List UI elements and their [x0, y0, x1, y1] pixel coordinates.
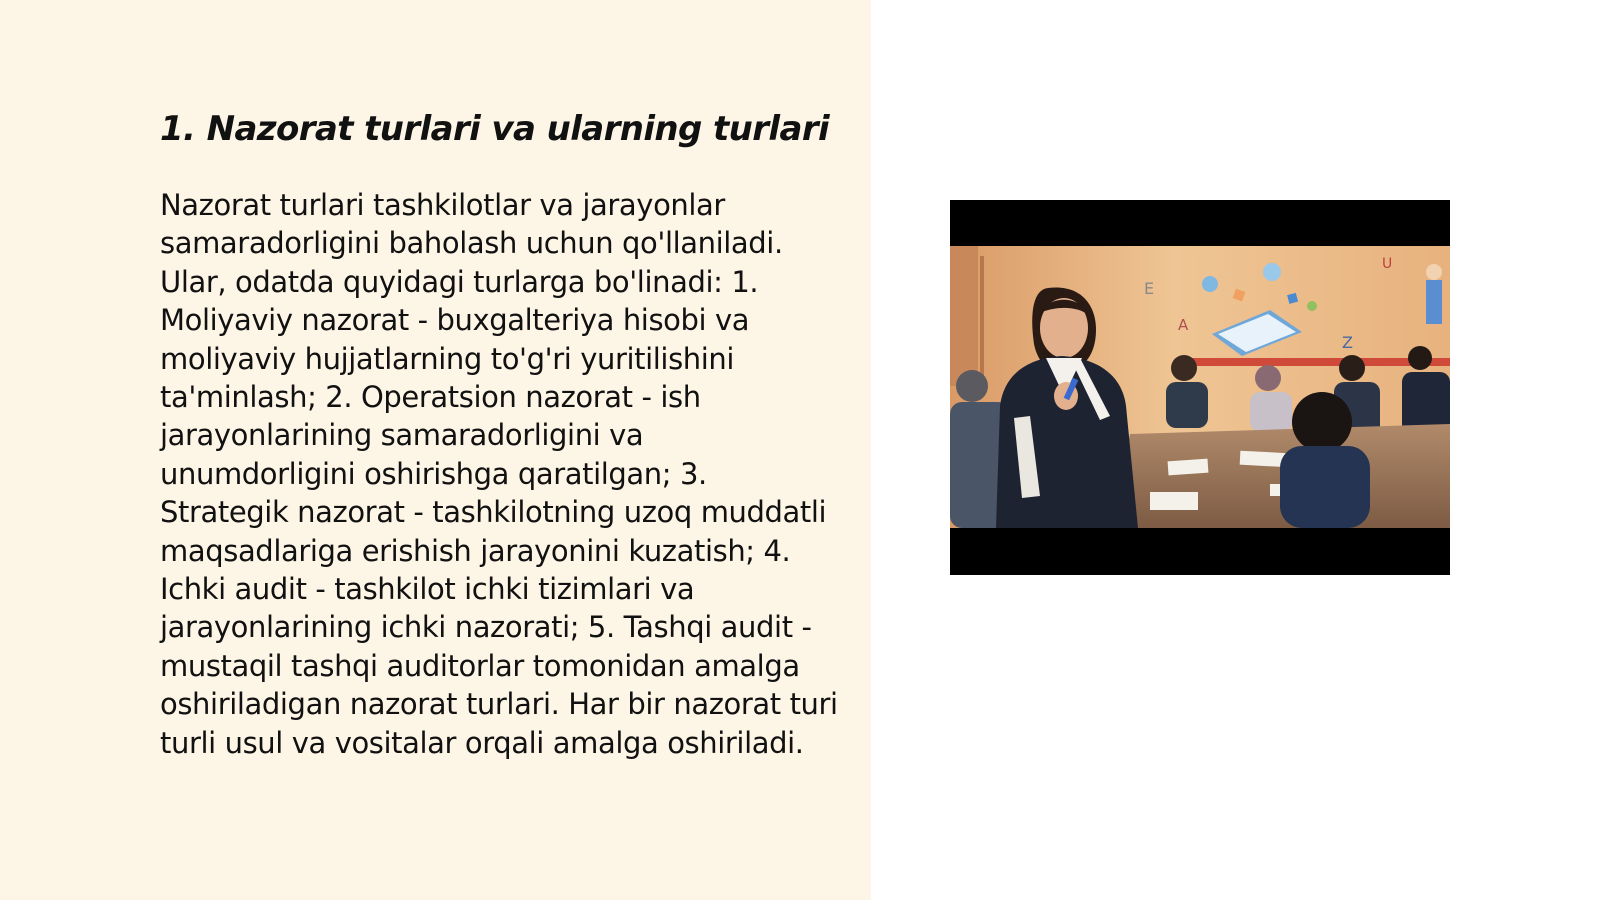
wall-letter: U: [1382, 256, 1393, 272]
wall-letter: A: [1178, 316, 1189, 334]
wall-letter: Z: [1342, 333, 1353, 352]
classroom-photo: [950, 200, 1450, 575]
slide-body: Nazorat turlari tashkilotlar va jarayonlar samaradorligini baholash uchun qo'llaniladi. Ular, odatda quyidagi turlarga bo'linadi: 1. Moliyaviy nazorat - buxgalteriya hisobi va moliyaviy hujjatlarning to'g'ri yuritilishini ta'minlash; 2. Operatsion nazorat - ish jarayonlarining samaradorligini va unumdorligini oshirishga qaratilgan; 3. Strategik nazorat - tashkilotning uzoq muddatli maqsadlariga erishish jarayonini kuzatish; 4. Ichki audit - tashkilot ichki tizimlari va jarayonlarining ichki nazorati; 5. Tashqi audit - mustaqil tashqi auditorlar tomonidan amalga oshiriladigan nazorat turlari. Har bir nazorat turi turli usul va vositalar orqali amalga oshiriladi.: [160, 188, 838, 760]
slide-title: 1. Nazorat turlari va ularning turlari: [160, 109, 830, 149]
classroom-photo-image: [950, 246, 1450, 528]
wall-letter: E: [1144, 279, 1155, 298]
